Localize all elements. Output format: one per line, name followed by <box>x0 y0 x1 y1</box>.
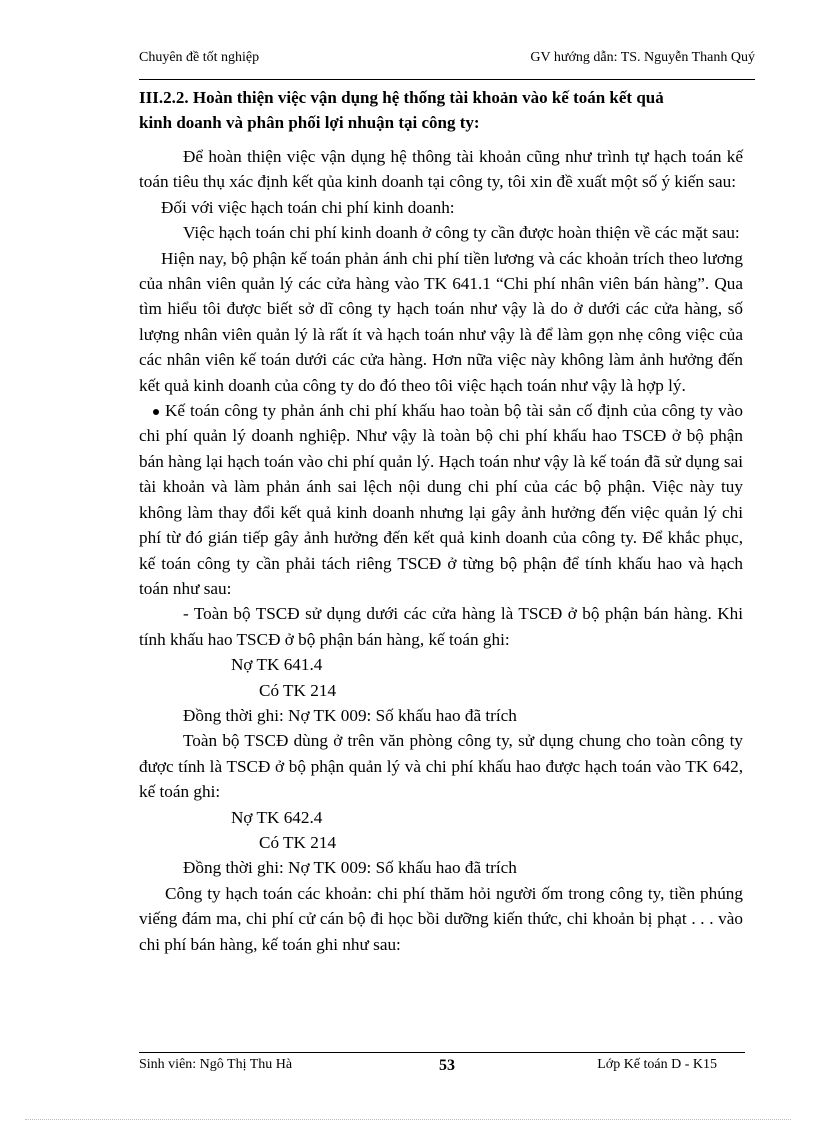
header-left: Chuyên đề tốt nghiệp <box>139 50 260 65</box>
page-number: 53 <box>439 1057 455 1074</box>
entry-1-debit: Nợ TK 641.4 <box>231 655 323 675</box>
footer-class: Lớp Kế toán D - K15 <box>597 1057 717 1072</box>
entry-2-credit: Có TK 214 <box>259 832 337 852</box>
heading-line-2: kinh doanh và phân phối lợi nhuận tại công ty: <box>139 113 480 132</box>
header-right: GV hướng dẫn: TS. Nguyễn Thanh Quý <box>530 50 755 65</box>
page-header <box>139 50 755 66</box>
paragraph-salary: Hiện nay, bộ phận kế toán phản ánh chi phí tiền lương và các khoản trích theo lương của nhân viên quản lý các cửa hàng vào TK 641.1 “Chi phí nhân viên bán hàng”. Qua tìm hiểu tôi được biết sở dĩ công ty hạch toán như vậy là do ở dưới các cửa hàng, số lượng nhân viên quản lý là rất ít và hạch toán như vậy là để làm gọn nhẹ công việc của các nhân viên kế toán dưới các cửa hàng. Hơn nữa việc này không làm ảnh hưởng đến kết quả kinh doanh của công ty do đó theo tôi việc hạch toán như vậy là hợp lý. <box>139 248 743 395</box>
section-heading <box>139 85 755 135</box>
footer-student: Sinh viên: Ngô Thị Thu Hà <box>139 1057 293 1072</box>
heading-line-1: III.2.2. Hoàn thiện việc vận dụng hệ thống tài khoản vào kế toán kết quả <box>139 88 664 107</box>
entry-2-debit: Nợ TK 642.4 <box>231 807 323 827</box>
bullet-text: Kế toán công ty phản ánh chi phí khấu hao toàn bộ tài sản cố định của công ty vào chi phí quản lý doanh nghiệp. Như vậy là toàn bộ chi phí khấu hao TSCĐ ở bộ phận bán hàng lại hạch toán vào chi phí quản lý. Hạch toán như vậy là kế toán đã sử dụng sai tài khoản và làm phản ánh sai lệch nội dung chi phí của các bộ phận. Việc này tuy không làm thay đổi kết quả kinh doanh nhưng lại gây ảnh hưởng đến việc quản lý chi phí từ đó gián tiếp gây ảnh hưởng đến kết quả kinh doanh của công ty. Để khắc phục, kế toán công ty cần phải tách riêng TSCĐ ở từng bộ phận để tính khấu hao và hạch toán như sau: <box>139 401 743 598</box>
entry-1-credit: Có TK 214 <box>259 680 337 700</box>
entry-2-note: Đồng thời ghi: Nợ TK 009: Số khấu hao đã trích <box>183 858 517 878</box>
body-text <box>139 144 743 957</box>
entry-1-note: Đồng thời ghi: Nợ TK 009: Số khấu hao đã trích <box>183 705 517 725</box>
bullet-icon <box>153 409 159 415</box>
paragraph-office-assets: Toàn bộ TSCĐ dùng ở trên văn phòng công ty, sử dụng chung cho toàn công ty được tính là TSCĐ ở bộ phận quản lý và chi phí khấu hao được hạch toán vào TK 642, kế toán ghi: <box>139 731 743 802</box>
paragraph-aspects: Việc hạch toán chi phí kinh doanh ở công ty cần được hoàn thiện về các mặt sau: <box>183 223 740 243</box>
page-footer <box>139 1057 745 1077</box>
paragraph-store-assets: - Toàn bộ TSCĐ sử dụng dưới các cửa hàng là TSCĐ ở bộ phận bán hàng. Khi tính khấu hao TSCĐ ở bộ phận bán hàng, kế toán ghi: <box>139 604 743 649</box>
footer-divider <box>139 1052 745 1053</box>
paragraph-subheading: Đối với việc hạch toán chi phí kinh doanh: <box>161 197 455 217</box>
header-divider <box>139 79 755 80</box>
page-edge-divider <box>25 1119 791 1120</box>
paragraph-expenses: Công ty hạch toán các khoản: chi phí thăm hỏi người ốm trong công ty, tiền phúng viếng đám ma, chi phí cử cán bộ đi học bồi dưỡng kiến thức, chi khoản bị phạt . . . vào chi phí bán hàng, kế toán ghi như sau: <box>139 883 743 954</box>
paragraph-depreciation <box>139 398 743 601</box>
paragraph-intro: Để hoàn thiện việc vận dụng hệ thông tài khoản cũng như trình tự hạch toán kế toán tiêu thụ xác định kết qủa kinh doanh tại công ty, tôi xin đề xuất một số ý kiến sau: <box>139 147 743 192</box>
